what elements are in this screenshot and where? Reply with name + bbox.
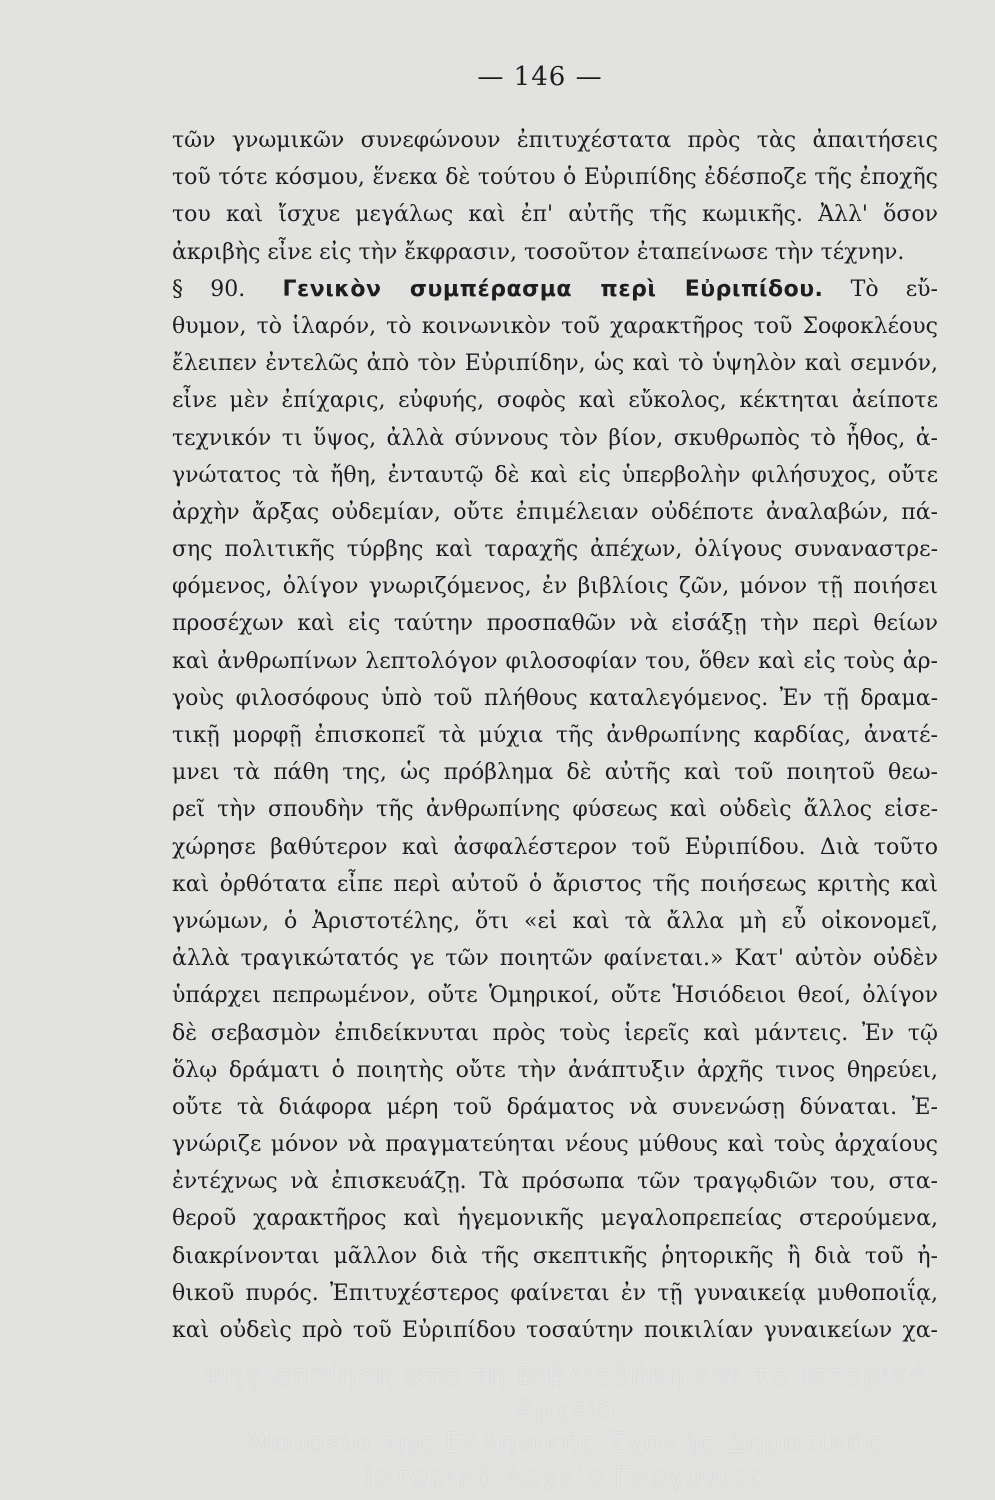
- text-line: τικῇ μορφῇ ἐπισκοπεῖ τὰ μύχια τῆς ἀνθρωπίνης καρδίας, ἀνατέ-: [172, 723, 938, 748]
- text-line: διακρίνονται μᾶλλον διὰ τῆς σκεπτικῆς ῥητορικῆς ἢ διὰ τοῦ ἠ-: [172, 1243, 938, 1269]
- text-line: τεχνικόν τι ὕψος, ἀλλὰ σύννους τὸν βίον, σκυθρωπὸς τὸ ἦθος, ἀ-: [172, 425, 938, 451]
- text-line: οὔτε τὰ διάφορα μέρη τοῦ δράματος νὰ συνενώσῃ δύναται. Ἐ-: [172, 1094, 938, 1120]
- text-line: του καὶ ἴσχυε μεγάλως καὶ ἐπ' αὐτῆς τῆς κωμικῆς. Ἀλλ' ὅσον: [172, 202, 938, 228]
- text-line: ἀλλὰ τραγικώτατός γε τῶν ποιητῶν φαίνεται.» Κατ' αὐτὸν οὐδὲν: [172, 946, 938, 972]
- text-line: φόμενος, ὀλίγον γνωριζόμενος, ἐν βιβλίοις ζῶν, μόνον τῇ ποιήσει: [172, 574, 938, 600]
- section-number: § 90.: [172, 276, 246, 302]
- text-line: θεροῦ χαρακτῆρος καὶ ἡγεμονικῆς μεγαλοπρεπείας στερούμενα,: [172, 1206, 938, 1232]
- text-line: γνώτατος τὰ ἤθη, ἐνταυτῷ δὲ καὶ εἰς ὑπερβολὴν φιλήσυχος, οὔτε: [172, 462, 938, 488]
- text-line: σης πολιτικῆς τύρβης καὶ ταραχῆς ἀπέχων, ὀλίγους συναναστρε-: [172, 537, 938, 563]
- text-line: προσέχων καὶ εἰς ταύτην προσπαθῶν νὰ εἰσάξῃ τὴν περὶ θείων: [172, 611, 938, 637]
- section-lead-text: Τὸ εὔ-: [850, 276, 938, 302]
- text-line: τοῦ τότε κόσμου, ἕνεκα δὲ τούτου ὁ Εὐριπίδης ἐδέσποζε τῆς ἐποχῆς: [172, 165, 938, 191]
- text-line: γνώριζε μόνον νὰ πραγματεύηται νέους μύθους καὶ τοὺς ἀρχαίους: [172, 1132, 938, 1158]
- text-line: χώρησε βαθύτερον καὶ ἀσφαλέστερον τοῦ Εὐριπίδου. Διὰ τοῦτο: [172, 834, 938, 860]
- watermark-line: Ψηφιοποίηση από τη Βιβλιοθήκη και το Ιστορικό Αρχείο: [202, 1358, 928, 1425]
- text-line: θικοῦ πυρός. Ἐπιτυχέστερος φαίνεται ἐν τῇ γυναικείᾳ μυθοποιΐᾳ,: [172, 1280, 938, 1306]
- section-heading: Γενικὸν συμπέρασμα περὶ Εὐριπίδου.: [282, 276, 824, 302]
- text-line: γνώμων, ὁ Ἀριστοτέλης, ὅτι «εἰ καὶ τὰ ἄλλα μὴ εὖ οἰκονομεῖ,: [172, 908, 938, 934]
- text-line: ἀκριβὴς εἶνε εἰς τὴν ἔκφρασιν, τοσοῦτον ἐταπείνωσε τὴν τέχνην.: [172, 239, 905, 265]
- text-line: ὅλῳ δράματι ὁ ποιητὴς οὔτε τὴν ἀνάπτυξιν ἀρχῆς τινος θηρεύει,: [172, 1057, 938, 1083]
- text-line: γοὺς φιλοσόφους ὑπὸ τοῦ πλήθους καταλεγόμενος. Ἐν τῇ δραμα-: [172, 685, 938, 711]
- library-watermark: [170, 1358, 960, 1494]
- text-line: καὶ ὀρθότατα εἶπε περὶ αὐτοῦ ὁ ἄριστος τῆς ποιήσεως κριτὴς καὶ: [172, 871, 938, 897]
- text-line: εἶνε μὲν ἐπίχαρις, εὐφυής, σοφὸς καὶ εὔκολος, κέκτηται ἀείποτε: [172, 388, 938, 414]
- text-line: τῶν γνωμικῶν συνεφώνουν ἐπιτυχέστατα πρὸς τὰς ἀπαιτήσεις: [172, 128, 938, 153]
- text-line: δὲ σεβασμὸν ἐπιδείκνυται πρὸς τοὺς ἱερεῖς καὶ μάντεις. Ἐν τῷ: [172, 1020, 938, 1046]
- body-text: [172, 122, 938, 1349]
- text-line: ἔλειπεν ἐντελῶς ἀπὸ τὸν Εὐριπίδην, ὡς καὶ τὸ ὑψηλὸν καὶ σεμνόν,: [172, 351, 938, 377]
- text-line: καὶ οὐδεὶς πρὸ τοῦ Εὐριπίδου τοσαύτην ποικιλίαν γυναικείων χα-: [172, 1318, 938, 1343]
- text-line: ρεῖ τὴν σπουδὴν τῆς ἀνθρωπίνης φύσεως καὶ οὐδεὶς ἄλλος εἰσε-: [172, 797, 938, 823]
- watermark-line: Μουσείο της Ελληνικής Σχολής Δημοτικής: [246, 1426, 884, 1459]
- text-line: καὶ ἀνθρωπίνων λεπτολόγον φιλοσοφίαν του, ὅθεν καὶ εἰς τοὺς ἀρ-: [172, 648, 938, 674]
- text-line: ὑπάρχει πεπρωμένον, οὔτε Ὁμηρικοί, οὔτε Ἡσιόδειοι θεοί, ὀλίγον: [172, 983, 938, 1009]
- text-line: ἐντέχνως νὰ ἐπισκευάζῃ. Τὰ πρόσωπα τῶν τραγῳδιῶν του, στα-: [172, 1169, 938, 1195]
- text-line: ἀρχὴν ἄρξας οὐδεμίαν, οὔτε ἐπιμέλειαν οὐδέποτε ἀναλαβών, πά-: [172, 499, 938, 525]
- page-number: — 146 —: [477, 62, 603, 92]
- text-line: μνει τὰ πάθη της, ὡς πρόβλημα δὲ αὐτῆς καὶ τοῦ ποιητοῦ θεω-: [172, 760, 938, 786]
- watermark-line: Ιστορικό Αρχείο Γοργύνιος: [364, 1460, 766, 1493]
- section-heading-line: [172, 271, 938, 308]
- text-line: θυμον, τὸ ἱλαρόν, τὸ κοινωνικὸν τοῦ χαρακτῆρος τοῦ Σοφοκλέους: [172, 313, 938, 339]
